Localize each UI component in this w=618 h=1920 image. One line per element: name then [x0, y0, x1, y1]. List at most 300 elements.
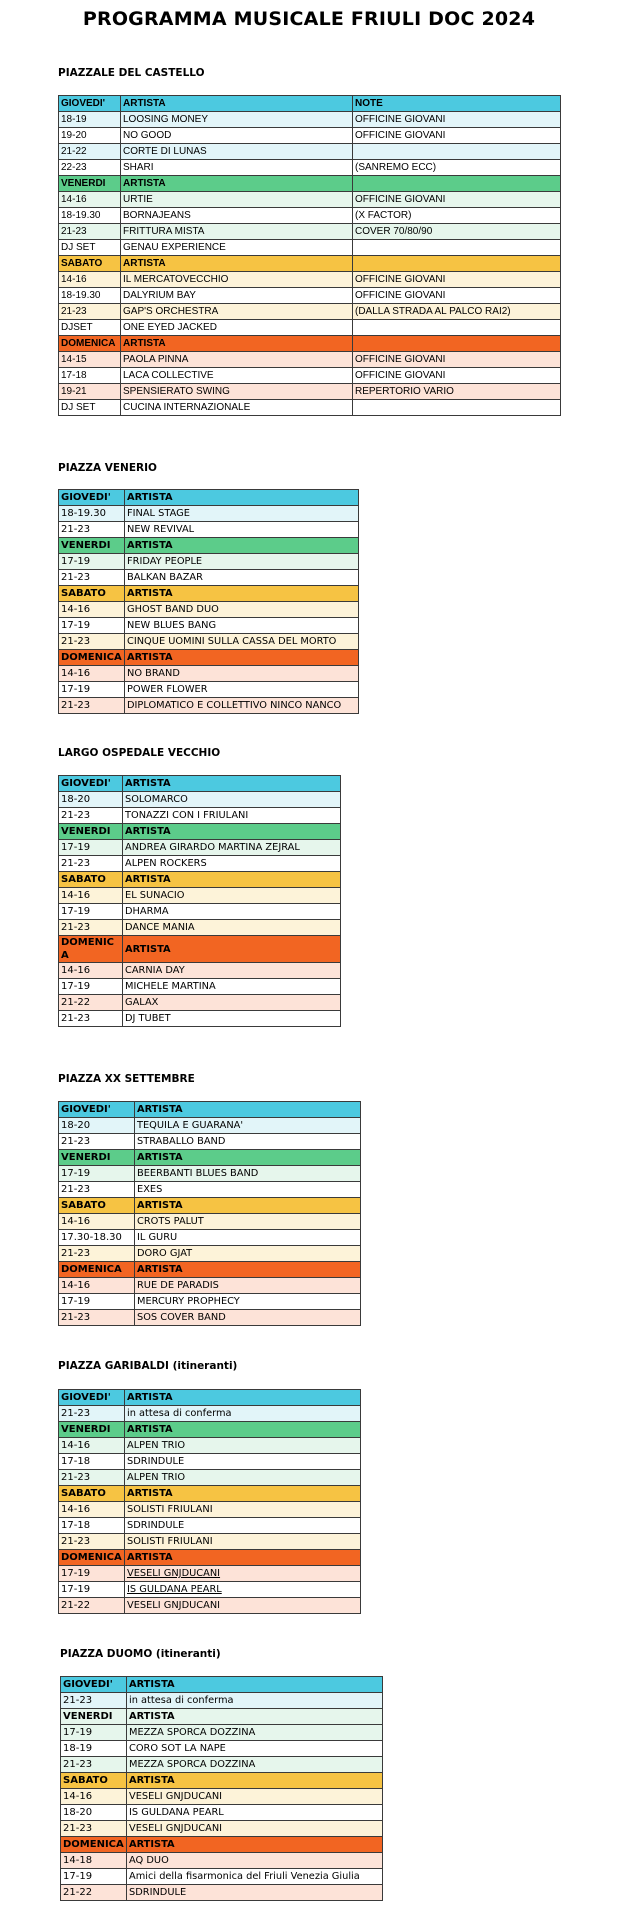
schedule-table-piazza-venerio — [58, 489, 359, 714]
time-cell: 17.30-18.30 — [59, 1230, 135, 1246]
time-cell: 18-19.30 — [59, 506, 125, 522]
table-row — [59, 522, 359, 538]
artist-cell: EXES — [135, 1182, 361, 1198]
artist-cell: FINAL STAGE — [125, 506, 359, 522]
table-row — [61, 1757, 383, 1773]
table-row — [59, 1166, 361, 1182]
table-row — [59, 506, 359, 522]
note-cell — [353, 400, 561, 416]
artist-cell: IS GULDANA PEARL — [125, 1582, 361, 1598]
artist-cell: SPENSIERATO SWING — [121, 384, 353, 400]
artist-cell: SDRINDULE — [125, 1454, 361, 1470]
time-cell: 17-19 — [59, 904, 123, 920]
table-row — [59, 224, 561, 240]
artist-cell: DORO GJAT — [135, 1246, 361, 1262]
table-row — [61, 1821, 383, 1837]
note-cell: OFFICINE GIOVANI — [353, 112, 561, 128]
day-header-venerdi — [59, 176, 561, 192]
table-row — [59, 602, 359, 618]
note-cell: (DALLA STRADA AL PALCO RAI2) — [353, 304, 561, 320]
table-row — [59, 920, 341, 936]
artist-cell: RUE DE PARADIS — [135, 1278, 361, 1294]
note-cell: OFFICINE GIOVANI — [353, 352, 561, 368]
artist-column-header: ARTISTA — [123, 936, 341, 963]
table-row — [61, 1853, 383, 1869]
time-cell: 17-19 — [59, 840, 123, 856]
table-row — [59, 1438, 361, 1454]
artist-cell: VESELI GNJDUCANI — [127, 1789, 383, 1805]
time-cell: 14-16 — [59, 192, 121, 208]
artist-column-header: ARTISTA — [121, 176, 353, 192]
day-label: GIOVEDI' — [59, 1102, 135, 1118]
artist-cell: DANCE MANIA — [123, 920, 341, 936]
table-row — [61, 1789, 383, 1805]
table-row — [59, 1534, 361, 1550]
table-row — [59, 1118, 361, 1134]
artist-cell: VESELI GNJDUCANI — [125, 1598, 361, 1614]
artist-cell: SHARI — [121, 160, 353, 176]
time-cell: 17-19 — [59, 554, 125, 570]
schedule-table-piazza-garibaldi — [58, 1389, 361, 1614]
day-header-sabato — [59, 872, 341, 888]
table-row — [59, 904, 341, 920]
time-cell: 21-23 — [59, 698, 125, 714]
table-row — [59, 368, 561, 384]
table-row — [59, 288, 561, 304]
time-cell: 21-23 — [59, 1470, 125, 1486]
time-cell: 17-19 — [61, 1869, 127, 1885]
artist-cell: MICHELE MARTINA — [123, 979, 341, 995]
time-cell: 21-23 — [59, 920, 123, 936]
artist-column-header: ARTISTA — [135, 1102, 361, 1118]
time-cell: 17-19 — [59, 618, 125, 634]
section-title-piazzale-del-castello: PIAZZALE DEL CASTELLO — [58, 67, 205, 79]
time-cell: 21-23 — [59, 1246, 135, 1262]
table-row — [59, 304, 561, 320]
time-cell: 14-16 — [59, 1278, 135, 1294]
artist-cell: ALPEN ROCKERS — [123, 856, 341, 872]
table-row — [59, 963, 341, 979]
note-column-header — [353, 176, 561, 192]
artist-cell: ANDREA GIRARDO MARTINA ZEJRAL — [123, 840, 341, 856]
section-title-piazza-venerio: PIAZZA VENERIO — [58, 462, 157, 474]
artist-column-header: ARTISTA — [125, 1550, 361, 1566]
artist-cell: AQ DUO — [127, 1853, 383, 1869]
day-header-giovedi — [59, 776, 341, 792]
table-row — [59, 1502, 361, 1518]
time-cell: 17-19 — [59, 682, 125, 698]
table-row — [59, 682, 359, 698]
day-label: VENERDI — [59, 176, 121, 192]
time-cell: 21-23 — [59, 224, 121, 240]
table-row — [59, 856, 341, 872]
day-header-giovedi — [59, 1390, 361, 1406]
note-cell: (SANREMO ECC) — [353, 160, 561, 176]
note-column-header — [353, 256, 561, 272]
day-label: DOMENICA — [61, 1837, 127, 1853]
day-header-domenica — [59, 1550, 361, 1566]
table-row — [59, 1294, 361, 1310]
day-header-domenica — [59, 650, 359, 666]
time-cell: 14-16 — [59, 1438, 125, 1454]
table-row — [59, 160, 561, 176]
time-cell: 17-19 — [59, 1166, 135, 1182]
time-cell: 17-18 — [59, 1454, 125, 1470]
note-cell: COVER 70/80/90 — [353, 224, 561, 240]
section-title-piazza-duomo: PIAZZA DUOMO (itineranti) — [60, 1648, 221, 1660]
artist-cell: SOLISTI FRIULANI — [125, 1534, 361, 1550]
note-cell: REPERTORIO VARIO — [353, 384, 561, 400]
note-cell: OFFICINE GIOVANI — [353, 288, 561, 304]
time-cell: 18-19.30 — [59, 288, 121, 304]
time-cell: 17-18 — [59, 368, 121, 384]
artist-cell: MEZZA SPORCA DOZZINA — [127, 1757, 383, 1773]
time-cell: 21-22 — [61, 1885, 127, 1901]
time-cell: 14-16 — [59, 888, 123, 904]
day-header-domenica — [59, 1262, 361, 1278]
day-header-sabato — [61, 1773, 383, 1789]
table-row — [59, 1134, 361, 1150]
time-cell: 21-22 — [59, 995, 123, 1011]
time-cell: 21-23 — [61, 1693, 127, 1709]
time-cell: 21-23 — [59, 570, 125, 586]
time-cell: 18-19 — [61, 1741, 127, 1757]
day-header-giovedi — [59, 490, 359, 506]
artist-cell: in attesa di conferma — [125, 1406, 361, 1422]
time-cell: 21-23 — [59, 1534, 125, 1550]
artist-cell: CUCINA INTERNAZIONALE — [121, 400, 353, 416]
time-cell: 14-18 — [61, 1853, 127, 1869]
time-cell: 22-23 — [59, 160, 121, 176]
section-title-piazza-garibaldi: PIAZZA GARIBALDI (itineranti) — [58, 1360, 238, 1372]
artist-cell: TEQUILA E GUARANA' — [135, 1118, 361, 1134]
table-row — [59, 1310, 361, 1326]
table-row — [59, 888, 341, 904]
artist-column-header: ARTISTA — [121, 256, 353, 272]
artist-column-header: ARTISTA — [135, 1198, 361, 1214]
artist-cell: DALYRIUM BAY — [121, 288, 353, 304]
table-row — [59, 240, 561, 256]
time-cell: 14-16 — [59, 602, 125, 618]
artist-cell: in attesa di conferma — [127, 1693, 383, 1709]
day-header-sabato — [59, 1198, 361, 1214]
table-row — [59, 208, 561, 224]
artist-cell: IS GULDANA PEARL — [127, 1805, 383, 1821]
table-row — [59, 144, 561, 160]
time-cell: 14-16 — [61, 1789, 127, 1805]
day-label: VENERDI — [59, 824, 123, 840]
table-row — [59, 1246, 361, 1262]
artist-cell: GAP'S ORCHESTRA — [121, 304, 353, 320]
artist-cell: SOLISTI FRIULANI — [125, 1502, 361, 1518]
day-header-giovedi — [61, 1677, 383, 1693]
day-label: GIOVEDI' — [59, 776, 123, 792]
time-cell: 21-23 — [59, 1310, 135, 1326]
day-header-sabato — [59, 586, 359, 602]
day-header-venerdi — [61, 1709, 383, 1725]
artist-column-header: ARTISTA — [123, 776, 341, 792]
day-label: GIOVEDI' — [61, 1677, 127, 1693]
table-row — [59, 979, 341, 995]
artist-cell: ALPEN TRIO — [125, 1438, 361, 1454]
time-cell: 21-23 — [59, 1182, 135, 1198]
table-row — [59, 400, 561, 416]
artist-column-header: ARTISTA — [125, 538, 359, 554]
artist-cell: URTIE — [121, 192, 353, 208]
time-cell: 14-15 — [59, 352, 121, 368]
table-row — [59, 272, 561, 288]
table-row — [59, 1214, 361, 1230]
time-cell: 17-19 — [59, 1582, 125, 1598]
artist-cell: NEW BLUES BANG — [125, 618, 359, 634]
table-row — [59, 995, 341, 1011]
note-cell: (X FACTOR) — [353, 208, 561, 224]
time-cell: 18-20 — [59, 1118, 135, 1134]
artist-cell: SDRINDULE — [125, 1518, 361, 1534]
artist-column-header: ARTISTA — [121, 336, 353, 352]
time-cell: 14-16 — [59, 963, 123, 979]
time-cell: 14-16 — [59, 1214, 135, 1230]
page-title: PROGRAMMA MUSICALE FRIULI DOC 2024 — [82, 8, 536, 30]
day-label: SABATO — [59, 586, 125, 602]
artist-cell: TONAZZI CON I FRIULANI — [123, 808, 341, 824]
time-cell: 21-23 — [59, 1134, 135, 1150]
artist-cell: BALKAN BAZAR — [125, 570, 359, 586]
artist-cell: CORO SOT LA NAPE — [127, 1741, 383, 1757]
time-cell: 17-19 — [59, 979, 123, 995]
day-label: SABATO — [59, 1198, 135, 1214]
artist-column-header: ARTISTA — [125, 1486, 361, 1502]
note-cell — [353, 320, 561, 336]
day-label: SABATO — [61, 1773, 127, 1789]
table-row — [61, 1869, 383, 1885]
day-header-giovedi — [59, 1102, 361, 1118]
time-cell: 21-23 — [59, 856, 123, 872]
table-row — [59, 634, 359, 650]
day-header-sabato — [59, 256, 561, 272]
table-row — [61, 1725, 383, 1741]
day-label: SABATO — [59, 256, 121, 272]
artist-cell: MEZZA SPORCA DOZZINA — [127, 1725, 383, 1741]
artist-column-header: ARTISTA — [123, 824, 341, 840]
artist-cell: CORTE DI LUNAS — [121, 144, 353, 160]
note-cell: OFFICINE GIOVANI — [353, 128, 561, 144]
artist-column-header: ARTISTA — [125, 490, 359, 506]
artist-column-header: ARTISTA — [125, 586, 359, 602]
artist-cell: VESELI GNJDUCANI — [127, 1821, 383, 1837]
table-row — [59, 1182, 361, 1198]
artist-cell: EL SUNACIO — [123, 888, 341, 904]
time-cell: 14-16 — [59, 666, 125, 682]
artist-cell: ONE EYED JACKED — [121, 320, 353, 336]
artist-cell: NO GOOD — [121, 128, 353, 144]
artist-cell: CINQUE UOMINI SULLA CASSA DEL MORTO — [125, 634, 359, 650]
artist-cell: GHOST BAND DUO — [125, 602, 359, 618]
table-row — [61, 1805, 383, 1821]
time-cell: 17-19 — [59, 1566, 125, 1582]
time-cell: 18-20 — [61, 1805, 127, 1821]
day-header-domenica — [61, 1837, 383, 1853]
table-row — [59, 698, 359, 714]
artist-column-header: ARTISTA — [127, 1677, 383, 1693]
table-row — [59, 618, 359, 634]
day-header-venerdi — [59, 538, 359, 554]
schedule-table-largo-ospedale-vecchio — [58, 775, 341, 1027]
artist-cell: DHARMA — [123, 904, 341, 920]
artist-cell: LOOSING MONEY — [121, 112, 353, 128]
day-header-sabato — [59, 1486, 361, 1502]
day-header-giovedi — [59, 96, 561, 112]
time-cell: 21-22 — [59, 144, 121, 160]
artist-cell: SOLOMARCO — [123, 792, 341, 808]
day-label: VENERDI — [61, 1709, 127, 1725]
artist-column-header: ARTISTA — [121, 96, 353, 112]
day-label: GIOVEDI' — [59, 490, 125, 506]
artist-column-header: ARTISTA — [127, 1709, 383, 1725]
day-label: GIOVEDI' — [59, 96, 121, 112]
note-cell: OFFICINE GIOVANI — [353, 192, 561, 208]
time-cell: 18-20 — [59, 792, 123, 808]
artist-cell: SOS COVER BAND — [135, 1310, 361, 1326]
table-row — [59, 554, 359, 570]
table-row — [59, 808, 341, 824]
time-cell: DJ SET — [59, 240, 121, 256]
day-label: DOMENIC A — [59, 936, 123, 963]
artist-cell: GENAU EXPERIENCE — [121, 240, 353, 256]
time-cell: 14-16 — [59, 1502, 125, 1518]
table-row — [59, 1518, 361, 1534]
day-label: DOMENICA — [59, 1262, 135, 1278]
time-cell: 18-19 — [59, 112, 121, 128]
artist-cell: NEW REVIVAL — [125, 522, 359, 538]
table-row — [61, 1885, 383, 1901]
section-title-largo-ospedale-vecchio: LARGO OSPEDALE VECCHIO — [58, 747, 221, 759]
table-row — [59, 1470, 361, 1486]
schedule-table-piazza-xx-settembre — [58, 1101, 361, 1326]
artist-cell: GALAX — [123, 995, 341, 1011]
artist-cell: Amici della fisarmonica del Friuli Venezia Giulia — [127, 1869, 383, 1885]
time-cell: DJSET — [59, 320, 121, 336]
artist-cell: CARNIA DAY — [123, 963, 341, 979]
time-cell: 14-16 — [59, 272, 121, 288]
table-row — [59, 1598, 361, 1614]
artist-cell: POWER FLOWER — [125, 682, 359, 698]
note-column-header — [353, 336, 561, 352]
table-row — [59, 128, 561, 144]
table-row — [59, 1011, 341, 1027]
artist-cell: BEERBANTI BLUES BAND — [135, 1166, 361, 1182]
table-row — [59, 1582, 361, 1598]
artist-column-header: ARTISTA — [125, 1422, 361, 1438]
artist-column-header: ARTISTA — [123, 872, 341, 888]
table-row — [59, 112, 561, 128]
artist-cell: BORNAJEANS — [121, 208, 353, 224]
time-cell: 21-23 — [59, 522, 125, 538]
note-cell: OFFICINE GIOVANI — [353, 272, 561, 288]
table-row — [61, 1693, 383, 1709]
day-label: SABATO — [59, 872, 123, 888]
day-label: GIOVEDI' — [59, 1390, 125, 1406]
artist-cell: VESELI GNJDUCANI — [125, 1566, 361, 1582]
day-label: SABATO — [59, 1486, 125, 1502]
artist-cell: ALPEN TRIO — [125, 1470, 361, 1486]
table-row — [61, 1741, 383, 1757]
artist-column-header: ARTISTA — [135, 1150, 361, 1166]
time-cell: 17-18 — [59, 1518, 125, 1534]
schedule-table-piazza-duomo — [60, 1676, 383, 1901]
time-cell: 21-23 — [59, 808, 123, 824]
day-label: VENERDI — [59, 538, 125, 554]
note-cell — [353, 144, 561, 160]
table-row — [59, 666, 359, 682]
time-cell: 19-20 — [59, 128, 121, 144]
table-row — [59, 1566, 361, 1582]
time-cell: 21-23 — [59, 634, 125, 650]
artist-cell: DIPLOMATICO E COLLETTIVO NINCO NANCO — [125, 698, 359, 714]
artist-cell: CROTS PALUT — [135, 1214, 361, 1230]
artist-cell: MERCURY PROPHECY — [135, 1294, 361, 1310]
artist-cell: IL MERCATOVECCHIO — [121, 272, 353, 288]
artist-cell: NO BRAND — [125, 666, 359, 682]
schedule-table-piazzale-del-castello — [58, 95, 561, 416]
table-row — [59, 1406, 361, 1422]
artist-column-header: ARTISTA — [127, 1837, 383, 1853]
time-cell: 21-23 — [59, 1011, 123, 1027]
note-cell: OFFICINE GIOVANI — [353, 368, 561, 384]
artist-column-header: ARTISTA — [135, 1262, 361, 1278]
day-label: VENERDI — [59, 1150, 135, 1166]
day-label: DOMENICA — [59, 1550, 125, 1566]
artist-cell: SDRINDULE — [127, 1885, 383, 1901]
table-row — [59, 1278, 361, 1294]
time-cell: DJ SET — [59, 400, 121, 416]
table-row — [59, 192, 561, 208]
table-row — [59, 792, 341, 808]
note-column-header: NOTE — [353, 96, 561, 112]
day-header-venerdi — [59, 824, 341, 840]
time-cell: 21-22 — [59, 1598, 125, 1614]
artist-cell: DJ TUBET — [123, 1011, 341, 1027]
table-row — [59, 320, 561, 336]
artist-cell: FRIDAY PEOPLE — [125, 554, 359, 570]
table-row — [59, 352, 561, 368]
time-cell: 21-23 — [59, 1406, 125, 1422]
artist-cell: LACA COLLECTIVE — [121, 368, 353, 384]
time-cell: 17-19 — [61, 1725, 127, 1741]
time-cell: 18-19.30 — [59, 208, 121, 224]
table-row — [59, 570, 359, 586]
table-row — [59, 1230, 361, 1246]
table-row — [59, 1454, 361, 1470]
time-cell: 17-19 — [59, 1294, 135, 1310]
artist-column-header: ARTISTA — [125, 1390, 361, 1406]
day-header-venerdi — [59, 1422, 361, 1438]
artist-column-header: ARTISTA — [127, 1773, 383, 1789]
day-label: DOMENICA — [59, 336, 121, 352]
time-cell: 21-23 — [61, 1757, 127, 1773]
day-header-domenica — [59, 336, 561, 352]
artist-cell: IL GURU — [135, 1230, 361, 1246]
artist-cell: PAOLA PINNA — [121, 352, 353, 368]
section-title-piazza-xx-settembre: PIAZZA XX SETTEMBRE — [58, 1073, 195, 1085]
day-header-venerdi — [59, 1150, 361, 1166]
time-cell: 21-23 — [59, 304, 121, 320]
artist-cell: FRITTURA MISTA — [121, 224, 353, 240]
time-cell: 21-23 — [61, 1821, 127, 1837]
artist-column-header: ARTISTA — [125, 650, 359, 666]
table-row — [59, 840, 341, 856]
artist-cell: STRABALLO BAND — [135, 1134, 361, 1150]
